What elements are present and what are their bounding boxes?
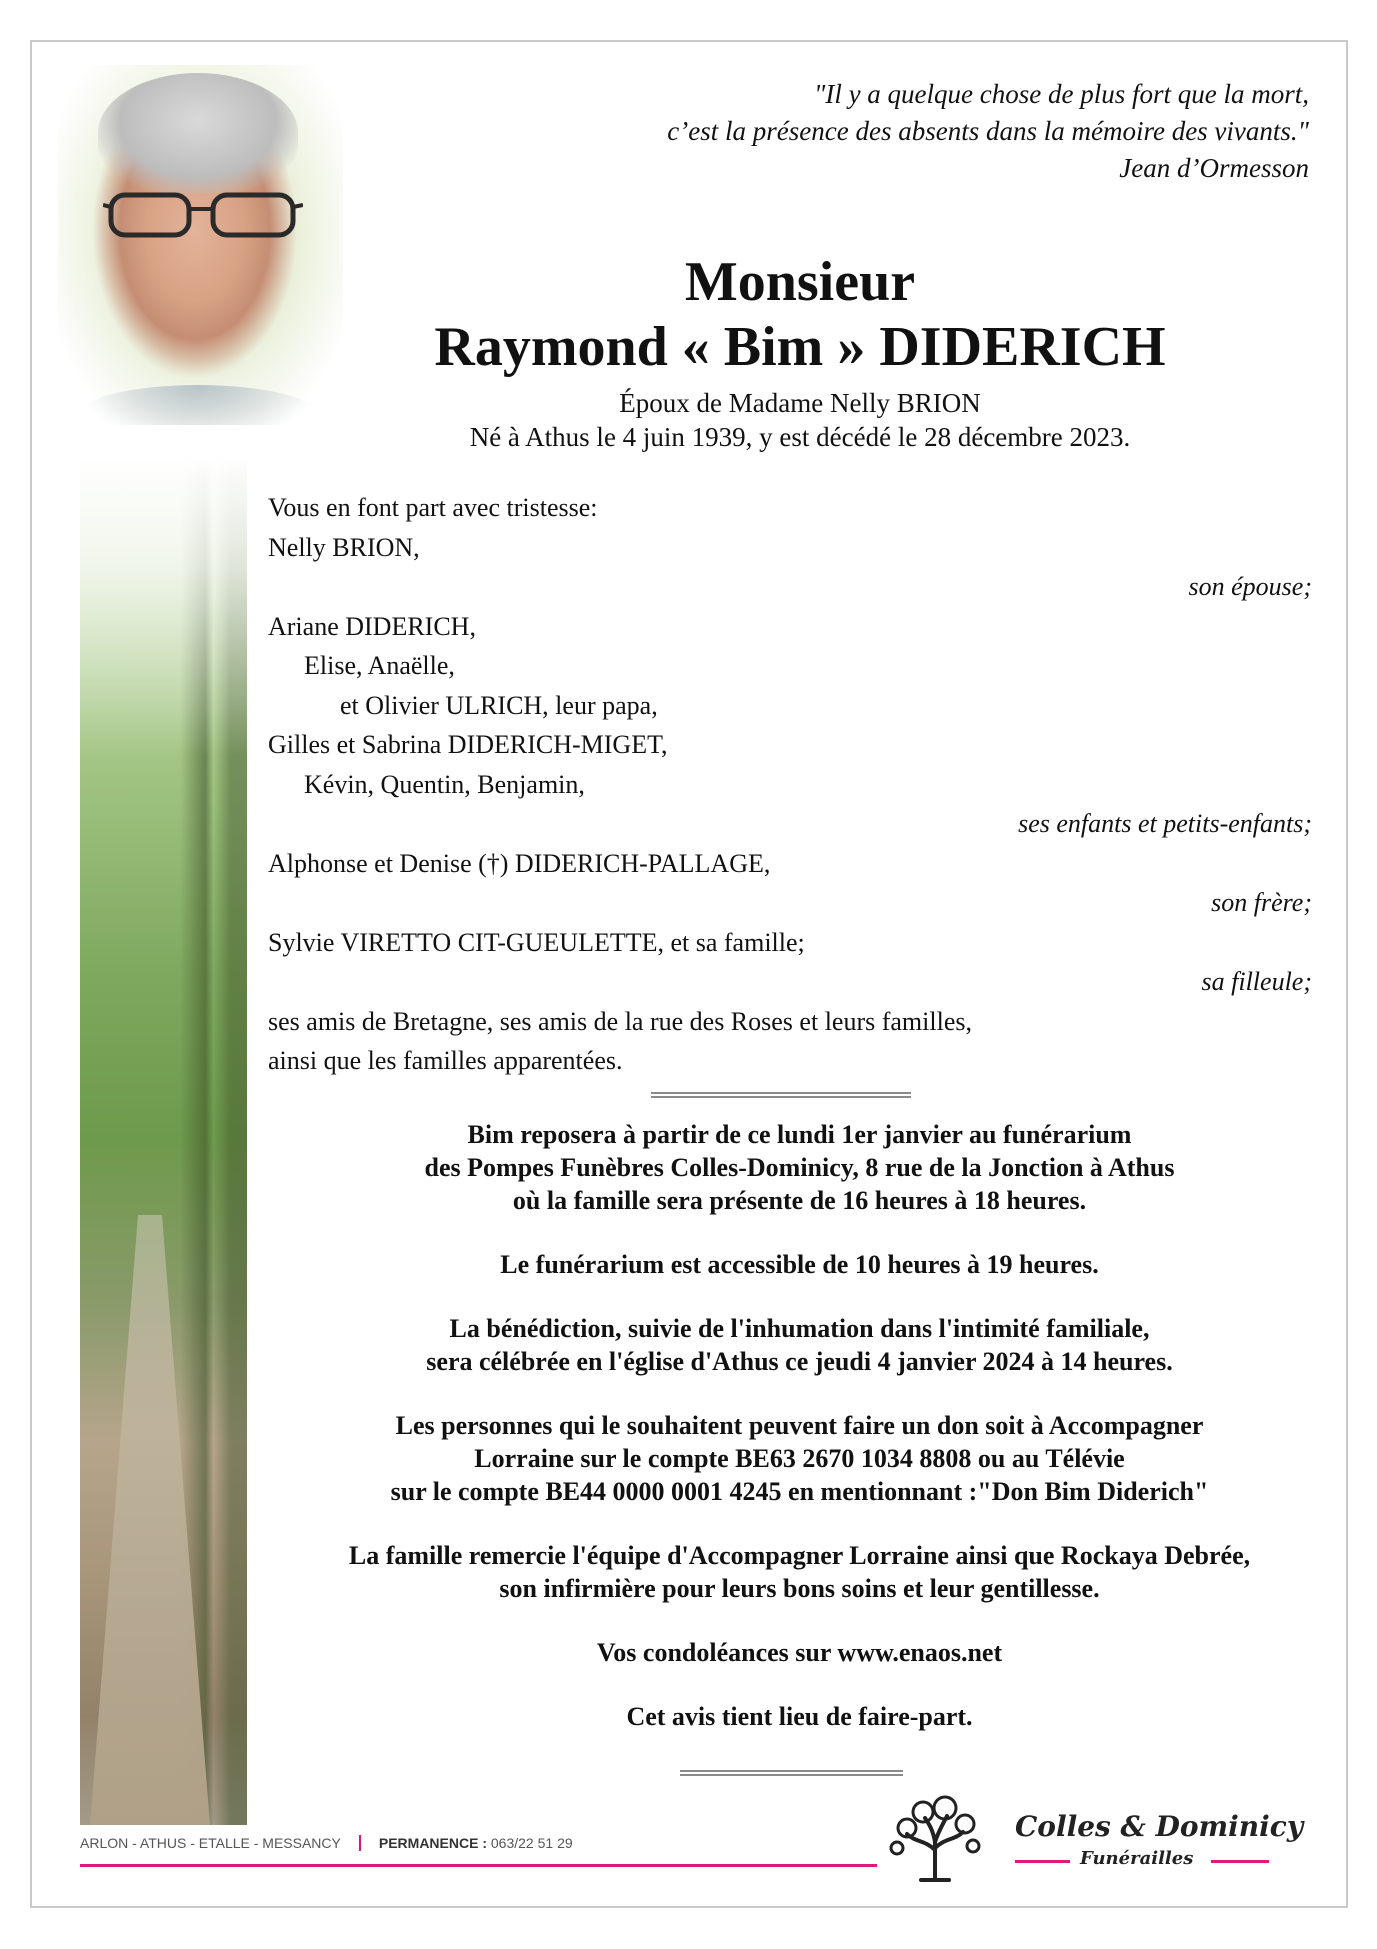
info-notice-line-1: Cet avis tient lieu de faire-part.: [626, 1702, 973, 1731]
funeral-home-logo: [885, 1790, 1304, 1890]
info-ceremony: [268, 1312, 1331, 1378]
spouse-line: Époux de Madame Nelly BRION: [619, 388, 981, 418]
forest-path: [90, 1215, 210, 1825]
family-child-1: Ariane DIDERICH,: [268, 611, 476, 641]
footer-locations: ARLON - ATHUS - ETALLE - MESSANCY: [80, 1835, 341, 1851]
family-father: et Olivier ULRICH, leur papa,: [340, 690, 658, 720]
glasses-icon: [103, 185, 303, 245]
family-friends-1: ses amis de Bretagne, ses amis de la rue des Roses et leurs familles,: [268, 1006, 972, 1036]
quote-author: Jean d’Ormesson: [1119, 153, 1309, 183]
tree-icon: [885, 1790, 985, 1885]
logo-accent-right: [1211, 1860, 1269, 1863]
family-spouse-relation: son épouse;: [1188, 572, 1312, 601]
info-donation-line-1: Les personnes qui le souhaitent peuvent faire un don soit à Accompagner: [395, 1411, 1204, 1440]
info-hours: [268, 1248, 1331, 1281]
info-thanks-line-2: son infirmière pour leurs bons soins et leur gentillesse.: [499, 1574, 1100, 1603]
ceremony-info: [268, 1118, 1331, 1764]
family-grandchildren-1: Elise, Anaëlle,: [304, 651, 455, 680]
quote: [409, 76, 1309, 187]
info-thanks: [268, 1539, 1331, 1605]
separator-top: [651, 1092, 911, 1098]
family-children-relation: ses enfants et petits-enfants;: [1018, 809, 1312, 838]
portrait-hair: [98, 73, 298, 193]
family-friends-2: ainsi que les familles apparentées.: [268, 1046, 623, 1075]
footer-permanence: [379, 1835, 573, 1851]
family-goddaughter-relation: sa filleule;: [1201, 967, 1312, 996]
info-condolences: [268, 1636, 1331, 1669]
family-spouse-name: Nelly BRION,: [268, 532, 420, 562]
info-condolences-line-1: Vos condoléances sur www.enaos.net: [596, 1638, 1003, 1667]
info-donation: [268, 1409, 1331, 1508]
info-ceremony-line-2: sera célébrée en l'église d'Athus ce jeudi 4 janvier 2024 à 14 heures.: [426, 1347, 1173, 1376]
footer-divider: [359, 1835, 361, 1851]
separator-bottom: [680, 1770, 903, 1776]
info-donation-line-3: sur le compte BE44 0000 0001 4245 en mentionnant :"Don Bim Diderich": [390, 1477, 1209, 1506]
footer-accent-line: [80, 1864, 877, 1867]
family-list: [268, 488, 1312, 1081]
logo-accent-left: [1015, 1860, 1070, 1863]
portrait-shirt: [78, 385, 318, 425]
family-brother-relation: son frère;: [1211, 888, 1312, 917]
info-notice: [268, 1700, 1331, 1733]
footer-permanence-label: PERMANENCE :: [378, 1835, 487, 1851]
info-hours-line-1: Le funérarium est accessible de 10 heures à 19 heures.: [500, 1250, 1099, 1279]
info-wake-line-3: où la famille sera présente de 16 heures à 18 heures.: [512, 1186, 1087, 1215]
portrait-photo: [58, 65, 343, 425]
logo-subtitle: Funérailles: [1080, 1848, 1194, 1869]
family-brother: Alphonse et Denise (†) DIDERICH-PALLAGE,: [268, 848, 771, 878]
info-wake-line-1: Bim reposera à partir de ce lundi 1er janvier au funérarium: [467, 1120, 1132, 1149]
info-donation-line-2: Lorraine sur le compte BE63 2670 1034 8808 ou au Télévie: [474, 1444, 1125, 1473]
quote-line-2: c’est la présence des absents dans la mémoire des vivants.": [667, 116, 1309, 146]
salutation: Monsieur: [684, 251, 916, 313]
footer-permanence-number: 063/22 51 29: [490, 1835, 573, 1851]
logo-name: Colles & Dominicy: [1015, 1810, 1304, 1843]
dates-line: Né à Athus le 4 juin 1939, y est décédé le 28 décembre 2023.: [469, 422, 1131, 452]
forest-path-image: [80, 455, 247, 1825]
info-wake: [268, 1118, 1331, 1217]
family-grandchildren-2: Kévin, Quentin, Benjamin,: [304, 769, 585, 799]
info-wake-line-2: des Pompes Funèbres Colles-Dominicy, 8 rue de la Jonction à Athus: [424, 1153, 1175, 1182]
family-child-2: Gilles et Sabrina DIDERICH-MIGET,: [268, 730, 668, 759]
family-goddaughter: Sylvie VIRETTO CIT-GUEULETTE, et sa famille;: [268, 927, 805, 957]
quote-line-1: "Il y a quelque chose de plus fort que la mort,: [813, 79, 1309, 109]
deceased-name: Raymond « Bim » DIDERICH: [434, 316, 1166, 378]
family-intro: Vous en font part avec tristesse:: [268, 493, 598, 522]
info-ceremony-line-1: La bénédiction, suivie de l'inhumation dans l'intimité familiale,: [449, 1314, 1150, 1343]
info-thanks-line-1: La famille remercie l'équipe d'Accompagner Lorraine ainsi que Rockaya Debrée,: [348, 1541, 1251, 1570]
deceased-header: [380, 250, 1220, 454]
